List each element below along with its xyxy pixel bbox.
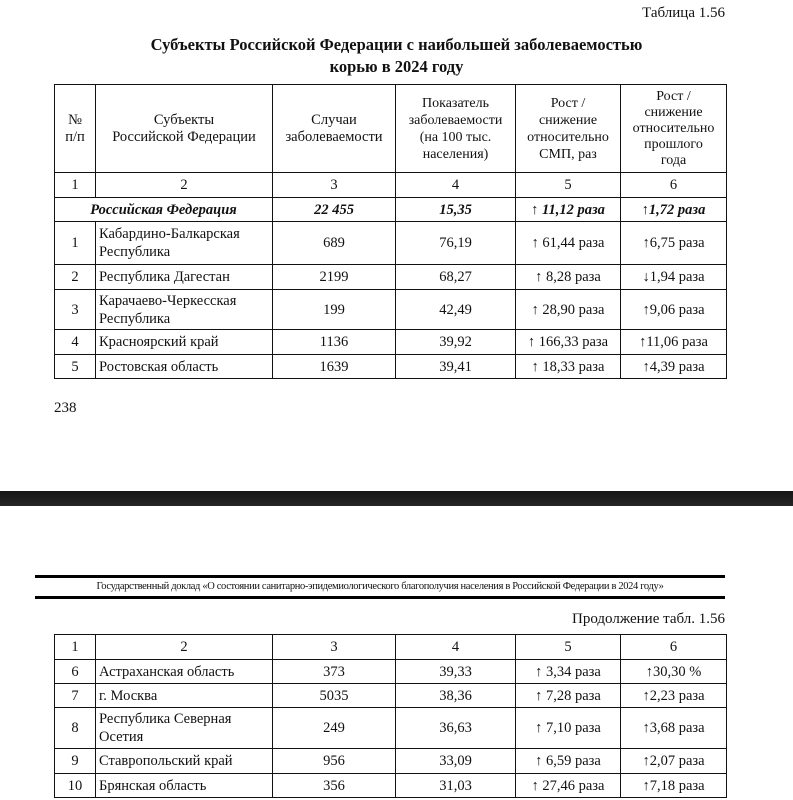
header-subject [96,85,273,173]
title-line-2: корью в 2024 году [329,57,464,76]
row-subject: Ставропольский край [96,749,273,774]
row-vs-prev: ↑9,06 раза [621,290,727,330]
header-vs-prev [621,85,727,173]
header-text: снижение [644,104,703,120]
col-number: 6 [621,635,727,660]
measles-table-part-1 [54,84,727,379]
total-name: Российская Федерация [55,198,273,222]
total-vs-smp: ↑ 11,12 раза [516,198,621,222]
row-number: 6 [55,660,96,684]
header-text: относительно [527,129,609,145]
table-title [0,34,793,78]
row-cases: 1136 [273,330,396,355]
header-text: заболеваемости [408,112,503,128]
page-separator [0,491,793,506]
row-number: 5 [55,355,96,379]
row-cases: 249 [273,708,396,749]
row-vs-prev: ↑4,39 раза [621,355,727,379]
header-text: прошлого [644,136,703,152]
row-rate: 39,33 [396,660,516,684]
row-cases: 373 [273,660,396,684]
col-number: 5 [516,173,621,198]
row-rate: 39,92 [396,330,516,355]
header-text: Российской Федерации [112,128,256,145]
row-rate: 39,41 [396,355,516,379]
row-vs-prev: ↓1,94 раза [621,265,727,290]
title-line-1: Субъекты Российской Федерации с наибольшей заболеваемостью [150,35,643,54]
row-vs-prev: ↑2,23 раза [621,684,727,708]
row-vs-smp: ↑ 166,33 раза [516,330,621,355]
col-number: 2 [96,173,273,198]
row-vs-prev: ↑6,75 раза [621,222,727,265]
row-vs-smp: ↑ 7,28 раза [516,684,621,708]
total-cases: 22 455 [273,198,396,222]
table-row [55,749,727,774]
row-rate: 38,36 [396,684,516,708]
header-row [55,85,727,173]
header-text: Рост / [550,95,586,111]
row-cases: 5035 [273,684,396,708]
header-text: Рост / [656,88,691,104]
header-text: № [68,111,82,128]
row-subject: Астраханская область [96,660,273,684]
header-rate [396,85,516,173]
row-vs-smp: ↑ 27,46 раза [516,774,621,798]
row-vs-smp: ↑ 28,90 раза [516,290,621,330]
report-running-header: Государственный доклад «О состоянии санитарно-эпидемиологического благополучия населения в Российской Федерации в 2024 году» [35,575,725,599]
row-subject: Кабардино-Балкарская Республика [96,222,273,265]
header-text: населения) [422,146,489,162]
row-rate: 68,27 [396,265,516,290]
row-subject: Ростовская область [96,355,273,379]
col-number: 4 [396,173,516,198]
header-vs-smp [516,85,621,173]
column-number-row [55,635,727,660]
row-vs-smp: ↑ 3,34 раза [516,660,621,684]
col-number: 1 [55,635,96,660]
col-number: 1 [55,173,96,198]
header-num [55,85,96,173]
table-row [55,684,727,708]
header-text: СМП, раз [539,146,597,162]
header-text: (на 100 тыс. [419,129,492,145]
table-row [55,708,727,749]
table-row [55,330,727,355]
row-number: 1 [55,222,96,265]
page-number: 238 [54,400,77,416]
row-rate: 42,49 [396,290,516,330]
header-text: снижение [538,112,598,128]
row-cases: 356 [273,774,396,798]
row-number: 2 [55,265,96,290]
header-text: относительно [632,120,715,136]
col-number: 2 [96,635,273,660]
table-row [55,265,727,290]
row-vs-prev: ↑11,06 раза [621,330,727,355]
header-text: Случаи [311,111,357,128]
row-rate: 76,19 [396,222,516,265]
col-number: 3 [273,173,396,198]
row-number: 7 [55,684,96,708]
column-number-row [55,173,727,198]
header-text: Показатель [422,95,489,111]
row-vs-smp: ↑ 6,59 раза [516,749,621,774]
row-number: 4 [55,330,96,355]
row-number: 9 [55,749,96,774]
row-subject: г. Москва [96,684,273,708]
row-vs-prev: ↑3,68 раза [621,708,727,749]
table-row [55,355,727,379]
col-number: 6 [621,173,727,198]
row-rate: 31,03 [396,774,516,798]
row-number: 10 [55,774,96,798]
row-rate: 33,09 [396,749,516,774]
row-vs-smp: ↑ 18,33 раза [516,355,621,379]
table-row [55,660,727,684]
header-text: года [660,152,687,168]
measles-table-part-2 [54,634,727,798]
row-subject: Брянская область [96,774,273,798]
row-vs-smp: ↑ 61,44 раза [516,222,621,265]
row-rate: 36,63 [396,708,516,749]
total-row-russian-federation [55,198,727,222]
col-number: 4 [396,635,516,660]
continuation-label: Продолжение табл. 1.56 [572,611,725,627]
row-cases: 2199 [273,265,396,290]
total-rate: 15,35 [396,198,516,222]
row-vs-smp: ↑ 7,10 раза [516,708,621,749]
row-cases: 199 [273,290,396,330]
header-text: Субъекты [153,111,215,128]
row-subject: Республика Северная Осетия [96,708,273,749]
row-number: 8 [55,708,96,749]
header-cases [273,85,396,173]
col-number: 5 [516,635,621,660]
table-row [55,222,727,265]
row-subject: Карачаево-Черкесская Республика [96,290,273,330]
table-label: Таблица 1.56 [642,5,725,21]
row-cases: 956 [273,749,396,774]
row-number: 3 [55,290,96,330]
row-vs-prev: ↑7,18 раза [621,774,727,798]
row-vs-prev: ↑30,30 % [621,660,727,684]
row-vs-smp: ↑ 8,28 раза [516,265,621,290]
header-text: п/п [65,128,85,145]
col-number: 3 [273,635,396,660]
row-cases: 689 [273,222,396,265]
total-vs-prev: ↑1,72 раза [621,198,727,222]
row-subject: Республика Дагестан [96,265,273,290]
header-text: заболеваемости [285,128,383,145]
table-row [55,774,727,798]
row-cases: 1639 [273,355,396,379]
table-row [55,290,727,330]
row-subject: Красноярский край [96,330,273,355]
row-vs-prev: ↑2,07 раза [621,749,727,774]
